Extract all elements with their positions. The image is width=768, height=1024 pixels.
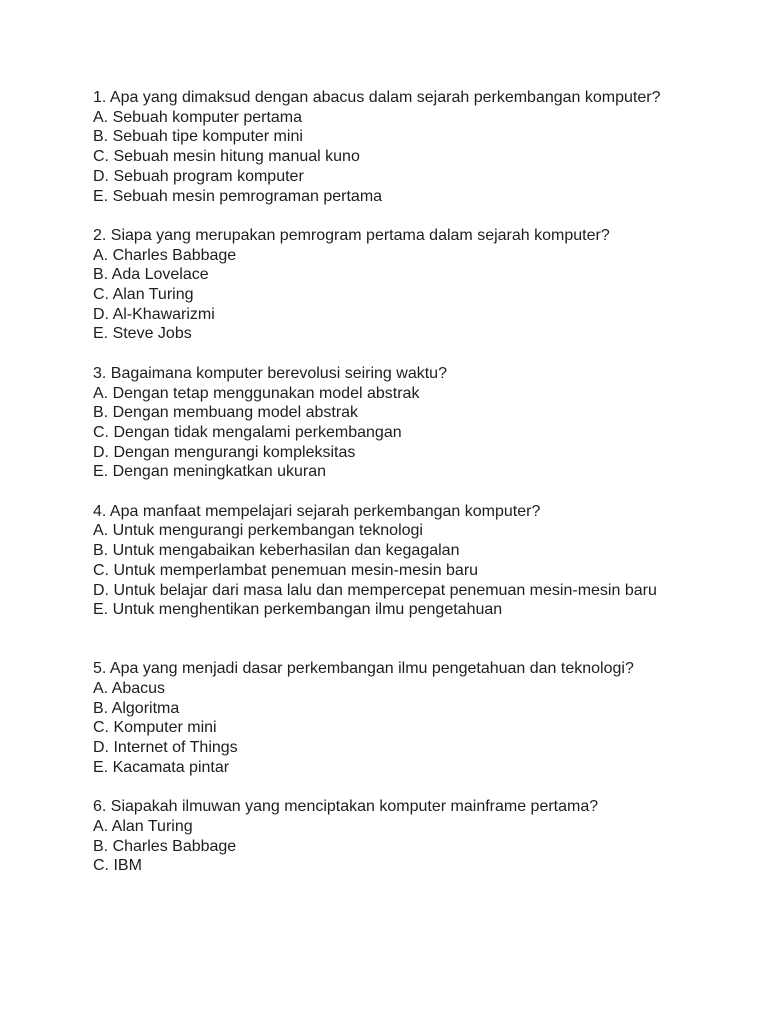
answer-option: B. Ada Lovelace bbox=[93, 266, 209, 284]
answer-option: E. Steve Jobs bbox=[93, 325, 192, 343]
answer-option: B. Charles Babbage bbox=[93, 837, 237, 855]
question-text: 6. Siapakah ilmuwan yang menciptakan komputer mainframe pertama? bbox=[93, 798, 599, 816]
spacer bbox=[93, 620, 683, 659]
question-5 bbox=[93, 659, 683, 777]
answer-option: D. Dengan mengurangi kompleksitas bbox=[93, 443, 356, 461]
question-text: 2. Siapa yang merupakan pemrogram pertama dalam sejarah komputer? bbox=[93, 226, 610, 244]
question-4 bbox=[93, 502, 683, 620]
spacer bbox=[93, 344, 683, 364]
answer-option: B. Sebuah tipe komputer mini bbox=[93, 128, 303, 146]
answer-option: C. Komputer mini bbox=[93, 719, 217, 737]
answer-option: D. Sebuah program komputer bbox=[93, 167, 304, 185]
answer-option: C. Sebuah mesin hitung manual kuno bbox=[93, 148, 360, 166]
question-text: 3. Bagaimana komputer berevolusi seiring waktu? bbox=[93, 364, 447, 382]
answer-option: E. Sebuah mesin pemrograman pertama bbox=[93, 187, 383, 205]
answer-option: E. Untuk menghentikan perkembangan ilmu pengetahuan bbox=[93, 601, 503, 619]
question-1 bbox=[93, 88, 683, 206]
answer-option: C. Untuk memperlambat penemuan mesin-mesin baru bbox=[93, 561, 479, 579]
answer-option: B. Algoritma bbox=[93, 699, 180, 717]
answer-option: C. Dengan tidak mengalami perkembangan bbox=[93, 423, 402, 441]
question-text: 1. Apa yang dimaksud dengan abacus dalam sejarah perkembangan komputer? bbox=[93, 89, 661, 106]
spacer bbox=[93, 778, 683, 798]
question-3 bbox=[93, 364, 683, 482]
quiz-document bbox=[93, 88, 683, 876]
answer-option: D. Al-Khawarizmi bbox=[93, 305, 215, 323]
answer-option: C. IBM bbox=[93, 857, 142, 875]
spacer bbox=[93, 482, 683, 502]
answer-option: E. Kacamata pintar bbox=[93, 758, 230, 776]
answer-option: E. Dengan meningkatkan ukuran bbox=[93, 463, 327, 481]
answer-option: A. Untuk mengurangi perkembangan teknologi bbox=[93, 522, 423, 540]
answer-option: A. Charles Babbage bbox=[93, 246, 237, 264]
question-text: 5. Apa yang menjadi dasar perkembangan ilmu pengetahuan dan teknologi? bbox=[93, 660, 634, 678]
answer-option: B. Untuk mengabaikan keberhasilan dan kegagalan bbox=[93, 542, 460, 560]
question-2 bbox=[93, 226, 683, 344]
question-6 bbox=[93, 797, 683, 876]
spacer bbox=[93, 206, 683, 226]
answer-option: D. Internet of Things bbox=[93, 739, 238, 757]
answer-option: B. Dengan membuang model abstrak bbox=[93, 404, 359, 422]
answer-option: D. Untuk belajar dari masa lalu dan mempercepat penemuan mesin-mesin baru bbox=[93, 581, 657, 599]
question-text: 4. Apa manfaat mempelajari sejarah perkembangan komputer? bbox=[93, 502, 541, 520]
answer-option: A. Alan Turing bbox=[93, 817, 193, 835]
answer-option: A. Dengan tetap menggunakan model abstrak bbox=[93, 384, 420, 402]
answer-option: C. Alan Turing bbox=[93, 286, 194, 304]
answer-option: A. Sebuah komputer pertama bbox=[93, 108, 303, 126]
answer-option: A. Abacus bbox=[93, 680, 166, 698]
